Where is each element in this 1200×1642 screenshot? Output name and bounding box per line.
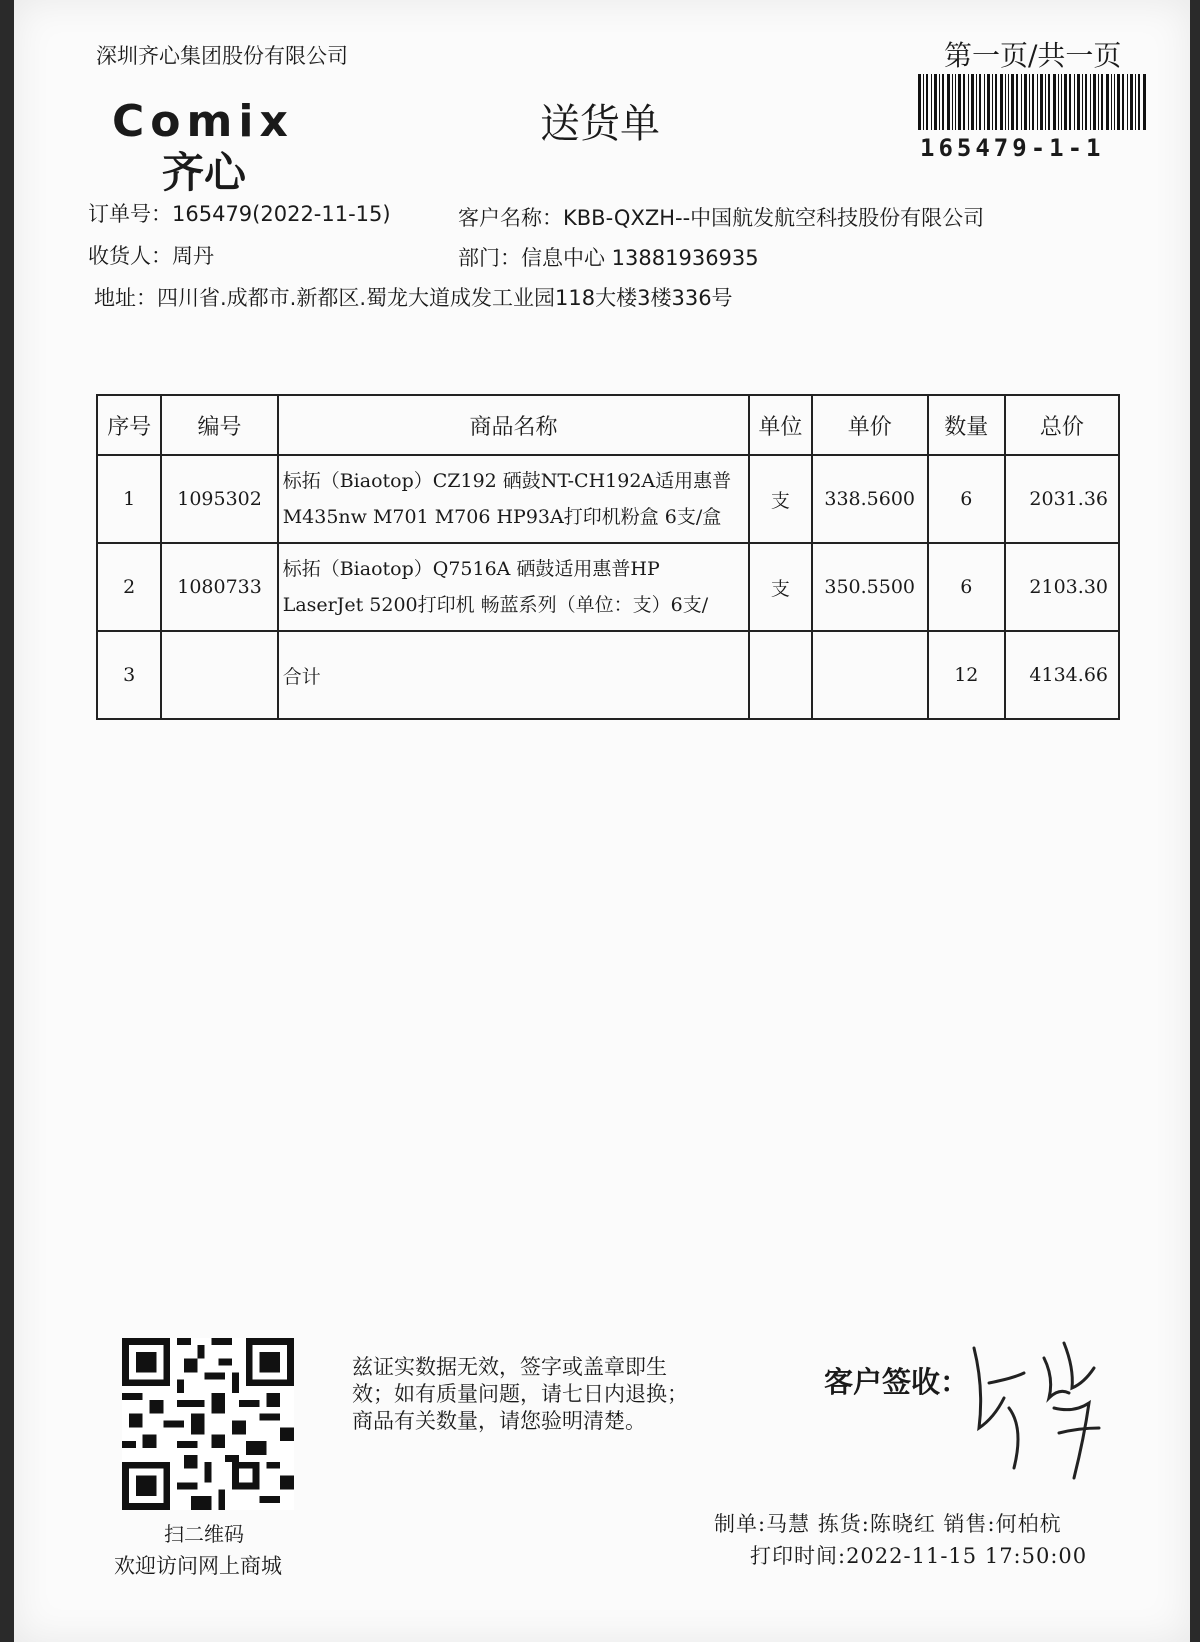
cell-grand-total: 4134.66 [1005,631,1119,719]
notice-line: 兹证实数据无效，签字或盖章即生 [352,1355,667,1379]
header-unit-price: 单价 [812,395,928,455]
header-product-name: 商品名称 [278,395,750,455]
receiver-name: 收货人：周丹 [88,244,214,268]
cell-seq: 2 [97,543,161,631]
table-row [97,543,1119,631]
header-unit: 单位 [749,395,811,455]
table-row-summary [97,631,1119,719]
brand-logo-chinese: 齐心 [162,148,247,197]
cell-code: 1095302 [161,455,277,543]
barcode-number: 165479-1-1 [920,134,1105,162]
header-quantity: 数量 [928,395,1005,455]
customer-signature-label: 客户签收： [824,1365,970,1399]
disclaimer-notice [352,1354,688,1435]
cell-code [161,631,277,719]
print-time: 打印时间:2022-11-15 17:50:00 [750,1544,1088,1568]
barcode-image [918,74,1146,130]
page-indicator: 第一页/共一页 [944,39,1122,72]
qr-caption-visit-shop: 欢迎访问网上商城 [114,1554,282,1578]
order-number: 订单号：165479(2022-11-15) [88,202,391,226]
cell-quantity: 6 [928,543,1005,631]
header-code: 编号 [161,395,277,455]
document-title: 送货单 [540,101,660,147]
cell-seq: 1 [97,455,161,543]
customer-name: 客户名称：KBB-QXZH--中国航发航空科技股份有限公司 [458,206,985,230]
cell-product-name: 标拓（Biaotop）CZ192 硒鼓NT-CH192A适用惠普M435nw M701 M706 HP93A打印机粉盒 6支/盒 [278,455,750,543]
cell-unit: 支 [749,455,811,543]
brand-logo-text: Comix [112,96,294,147]
table-header-row [97,395,1119,455]
notice-line: 效；如有质量问题，请七日内退换； [352,1382,688,1406]
cell-seq: 3 [97,631,161,719]
table-row [97,455,1119,543]
cell-code: 1080733 [161,543,277,631]
handwritten-signature [954,1328,1124,1488]
cell-total: 2103.30 [1005,543,1119,631]
cell-product-name: 标拓（Biaotop）Q7516A 硒鼓适用惠普HP LaserJet 5200打印机 畅蓝系列（单位：支）6支/ [278,543,750,631]
cell-quantity-total: 12 [928,631,1005,719]
cell-unit-price: 350.5500 [812,543,928,631]
company-name: 深圳齐心集团股份有限公司 [96,44,348,68]
cell-unit-price [812,631,928,719]
staff-info: 制单:马慧 拣货:陈晓红 销售:何柏杭 [714,1512,1062,1536]
cell-total: 2031.36 [1005,455,1119,543]
qr-code-image [122,1338,294,1510]
qr-caption-scan: 扫二维码 [164,1522,244,1546]
delivery-note-paper [14,0,1190,1642]
cell-quantity: 6 [928,455,1005,543]
cell-unit: 支 [749,543,811,631]
header-seq: 序号 [97,395,161,455]
items-table [96,394,1120,720]
delivery-address: 地址：四川省.成都市.新都区.蜀龙大道成发工业园118大楼3楼336号 [94,286,733,310]
cell-unit [749,631,811,719]
department-phone: 部门：信息中心 13881936935 [458,246,759,270]
cell-unit-price: 338.5600 [812,455,928,543]
cell-summary-label: 合计 [278,631,750,719]
notice-line: 商品有关数量，请您验明清楚。 [352,1409,646,1433]
header-total: 总价 [1005,395,1119,455]
